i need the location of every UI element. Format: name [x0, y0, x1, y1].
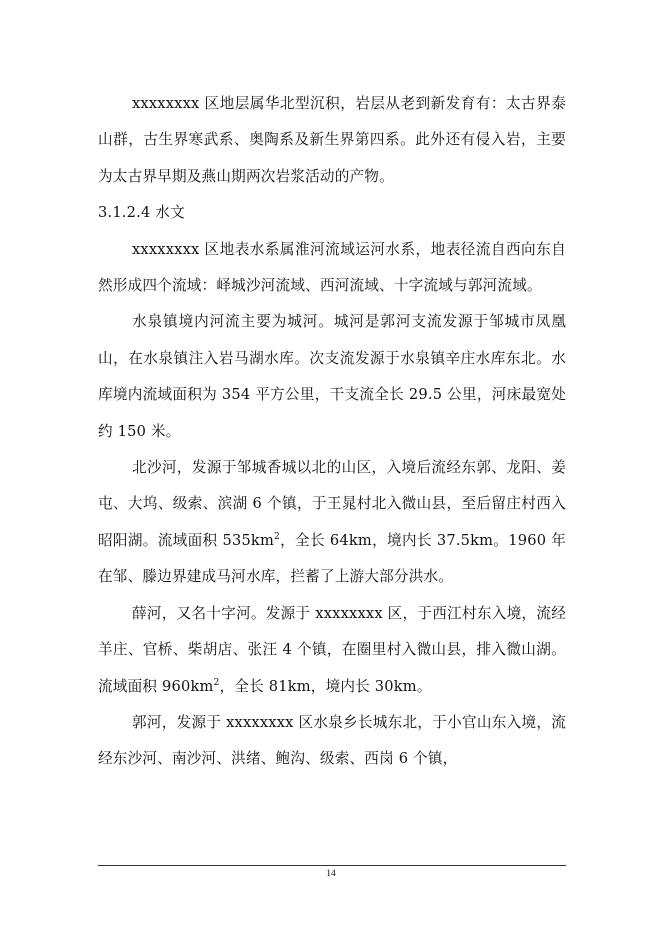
footer-divider [98, 865, 566, 866]
page-number: 14 [326, 869, 336, 879]
superscript-squared: 2 [274, 531, 280, 542]
paragraph-geology: xxxxxxxx 区地层属华北型沉积，岩层从老到新发育有：太古界泰山群，古生界寒武系、奥陶系及新生界第四系。此外还有侵入岩，主要为太古界早期及燕山期两次岩浆活动的产物。 [98, 95, 566, 185]
section-heading-hydrology: 3.1.2.4 水文 [98, 204, 185, 222]
paragraph-xue-river [98, 596, 566, 705]
paragraph-shuiquan-town: 水泉镇境内河流主要为城河。城河是郭河支流发源于邹城市凤凰山，在水泉镇注入岩马湖水库。次支流发源于水泉镇辛庄水库东北。水库境内流域面积为 354 平方公里，干支流全长 29.5 公里，河床最宽处约 150 米。 [98, 313, 566, 440]
beisha-river-text-b: ，全长 64km，境内长 37.5km。1960 年在邹、滕边界建成马河水库，拦蓄了上游大部分洪水。 [98, 531, 567, 586]
beisha-river-text-a: 北沙河，发源于邹城香城以北的山区，入境后流经东郭、龙阳、姜屯、大坞、级索、滨湖 6 个镇，于王晁村北入微山县，至后留庄村西入昭阳湖。流域面积 535km [98, 459, 566, 549]
paragraph-guo-river: 郭河，发源于 xxxxxxxx 区水泉乡长城东北，于小官山东入境，流经东沙河、南沙河、洪绪、鲍沟、级索、西岗 6 个镇， [98, 713, 566, 768]
xue-river-text-b: ，全长 81km，境内长 30km。 [219, 677, 432, 695]
document-body [98, 86, 566, 778]
paragraph-beisha-river [98, 450, 566, 596]
superscript-squared: 2 [213, 677, 220, 688]
xue-river-text-a: 薛河，又名十字河。发源于 xxxxxxxx 区，于西江村东入境，流经羊庄、官桥、柴胡店、张汪 4 个镇，在圈里村入微山县，排入微山湖。流域面积 960km [98, 604, 566, 695]
paragraph-surface-water: xxxxxxxx 区地表水系属淮河流域运河水系，地表径流自西向东自然形成四个流域：峄城沙河流域、西河流域、十字流域与郭河流域。 [98, 240, 566, 295]
